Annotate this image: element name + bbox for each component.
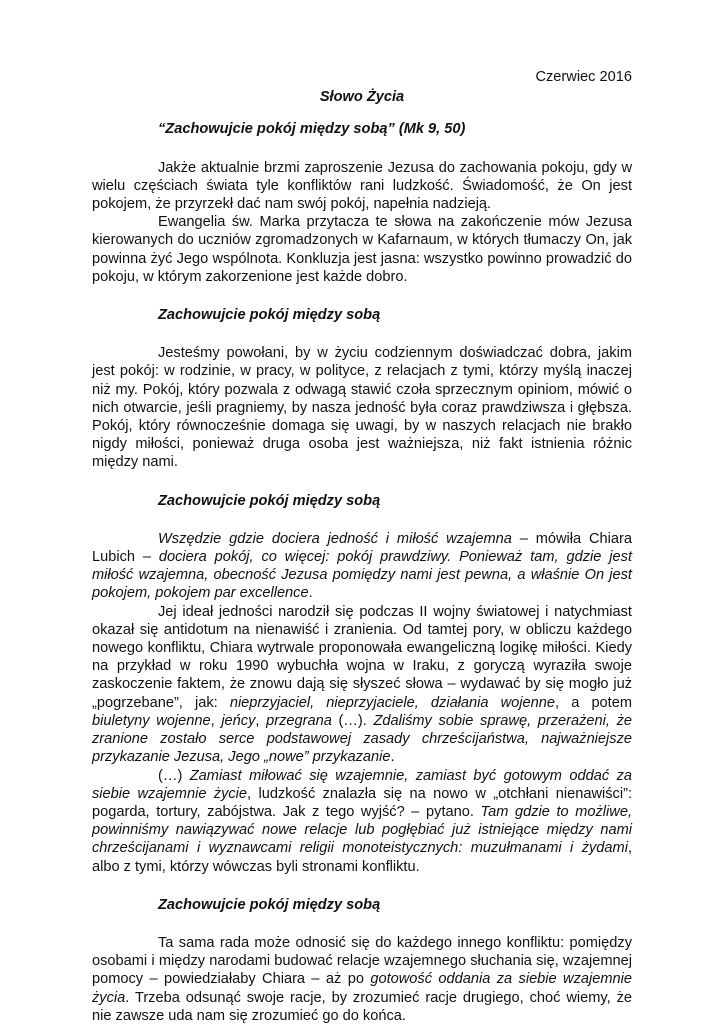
section3-paragraph bbox=[92, 934, 632, 1025]
text-run: , albo z tymi, którzy wówczas byli stronami konfliktu. bbox=[92, 840, 632, 875]
section-heading-1: Zachowujcie pokój między sobą bbox=[158, 307, 381, 324]
section1-paragraph: Jesteśmy powołani, by w życiu codziennym doświadczać dobra, jakim jest pokój: w rodzinie, w pracy, w polityce, z relacjach z tymi, którzy myślą inaczej niż my. Pokój, który pozwala z odwagą stawić czoła sprzecznym opiniom, mówić o nich otwarcie, jeśli pragniemy, by nasza jedność była coraz prawdziwsza i głębsza. Pokój, który równocześnie domaga się uwagi, by w naszych relacjach nie brakło nigdy miłości, ponieważ druga osoba jest ważniejsza, niż fakt istnienia różnic między nami. bbox=[92, 345, 632, 471]
text-run: , a potem bbox=[555, 694, 632, 711]
text-run: , bbox=[210, 712, 222, 729]
text-run: . Trzeba odsunąć swoje racje, by zrozumieć racje drugiego, choć wiemy, że nie zawsze uda nam się zrozumieć go do końca. bbox=[92, 989, 632, 1024]
text-run: . bbox=[390, 749, 395, 766]
section-heading-2: Zachowujcie pokój między sobą bbox=[158, 492, 381, 509]
section2-paragraph-3 bbox=[92, 767, 632, 876]
text-run: – mówiła Chiara Lubich – bbox=[92, 530, 633, 566]
italic-quote: Wszędzie gdzie dociera jedność i miłość wzajemna bbox=[158, 530, 512, 547]
text-run: Ta sama rada może odnosić się do każdego innego konfliktu: pomiędzy osobami i między narodami budować relacje wzajemnego słuchania się, wzajemnej pomocy – powiedziałaby Chiara – aż po bbox=[92, 934, 632, 988]
italic-term: nieprzyjaciel, nieprzyjaciele, działania wojenne bbox=[229, 694, 556, 711]
italic-term: przegrana bbox=[266, 712, 332, 729]
text-run: , ludzkość znalazła się na nowo w „otchłani nienawiści”: pogarda, tortury, zabójstwa. Jak z tego wyjść? – pytano. bbox=[92, 785, 633, 820]
document-date: Czerwiec 2016 bbox=[535, 69, 632, 85]
document-page bbox=[92, 60, 632, 1025]
text-run: (…) bbox=[158, 767, 190, 784]
italic-term: jeńcy bbox=[221, 712, 256, 729]
intro-paragraph-2: Ewangelia św. Marka przytacza te słowa na zakończenie mów Jezusa kierowanych do uczniów zgromadzonych w Kafarnaum, w których tłumaczy On, jak powinna żyć Jego wspólnota. Konkluzja jest jasna: wszystko powinno prowadzić do pokoju, w którym zakorzenione jest każde dobro. bbox=[92, 214, 632, 285]
italic-quote: Zamiast miłować się wzajemnie, zamiast być gotowym oddać za siebie wzajemnie życie bbox=[92, 767, 632, 802]
section2-paragraph-1 bbox=[92, 530, 632, 603]
italic-quote: Zdaliśmy sobie sprawę, przerażeni, że zranione zostało serce podstawowej zasady chrześcijaństwa, najważniejsze przykazanie Jezusa, Jego „nowe” przykazanie bbox=[92, 712, 633, 766]
text-run: Jej ideał jedności narodził się podczas II wojny światowej i natychmiast okazał się antidotum na nienawiść i zranienia. Od tamtej pory, w obliczu każdego nowego konfliktu, Chiara wytrwale proponowała ewangeliczną logikę miłości. Kiedy na przykład w roku 1990 wybuchła wojna w Iraku, z goryczą wyraziła swoje zaskoczenie faktem, że znowu dają się słyszeć słowa – wydawać by się mogło już „pogrzebane”, jak: bbox=[92, 603, 632, 711]
italic-quote: gotowość oddania za siebie wzajemnie życia bbox=[92, 971, 632, 1006]
section2-paragraph-2 bbox=[92, 603, 632, 767]
scripture-quote-title: “Zachowujcie pokój między sobą” (Mk 9, 50) bbox=[158, 121, 466, 138]
text-run: , bbox=[255, 712, 267, 729]
italic-term: biuletyny wojenne bbox=[92, 712, 211, 729]
intro-paragraph-1: Jakże aktualnie brzmi zaproszenie Jezusa do zachowania pokoju, gdy w wielu częściach świata tyle konfliktów rani ludzkość. Świadomość, że On jest pokojem, że przyrzekł dać nam swój pokój, napełnia nadzieją. bbox=[92, 159, 632, 213]
text-run: (…). bbox=[331, 712, 374, 729]
text-run: . bbox=[308, 585, 313, 602]
section-heading-3: Zachowujcie pokój między sobą bbox=[158, 896, 381, 913]
italic-quote: dociera pokój, co więcej: pokój prawdziwy. Ponieważ tam, gdzie jest miłość wzajemna, obecność Jezusa pomiędzy nami jest pewna, a właśnie On jest pokojem, pokojem par excellence bbox=[92, 549, 632, 602]
document-title: Słowo Życia bbox=[319, 89, 405, 106]
italic-quote: Tam gdzie to możliwe, powinniśmy nawiązywać nowe relacje lub pogłębiać już istniejące między nami chrześcijanami i wyznawcami religii monoteistycznych: muzułmanami i żydami bbox=[92, 803, 632, 857]
